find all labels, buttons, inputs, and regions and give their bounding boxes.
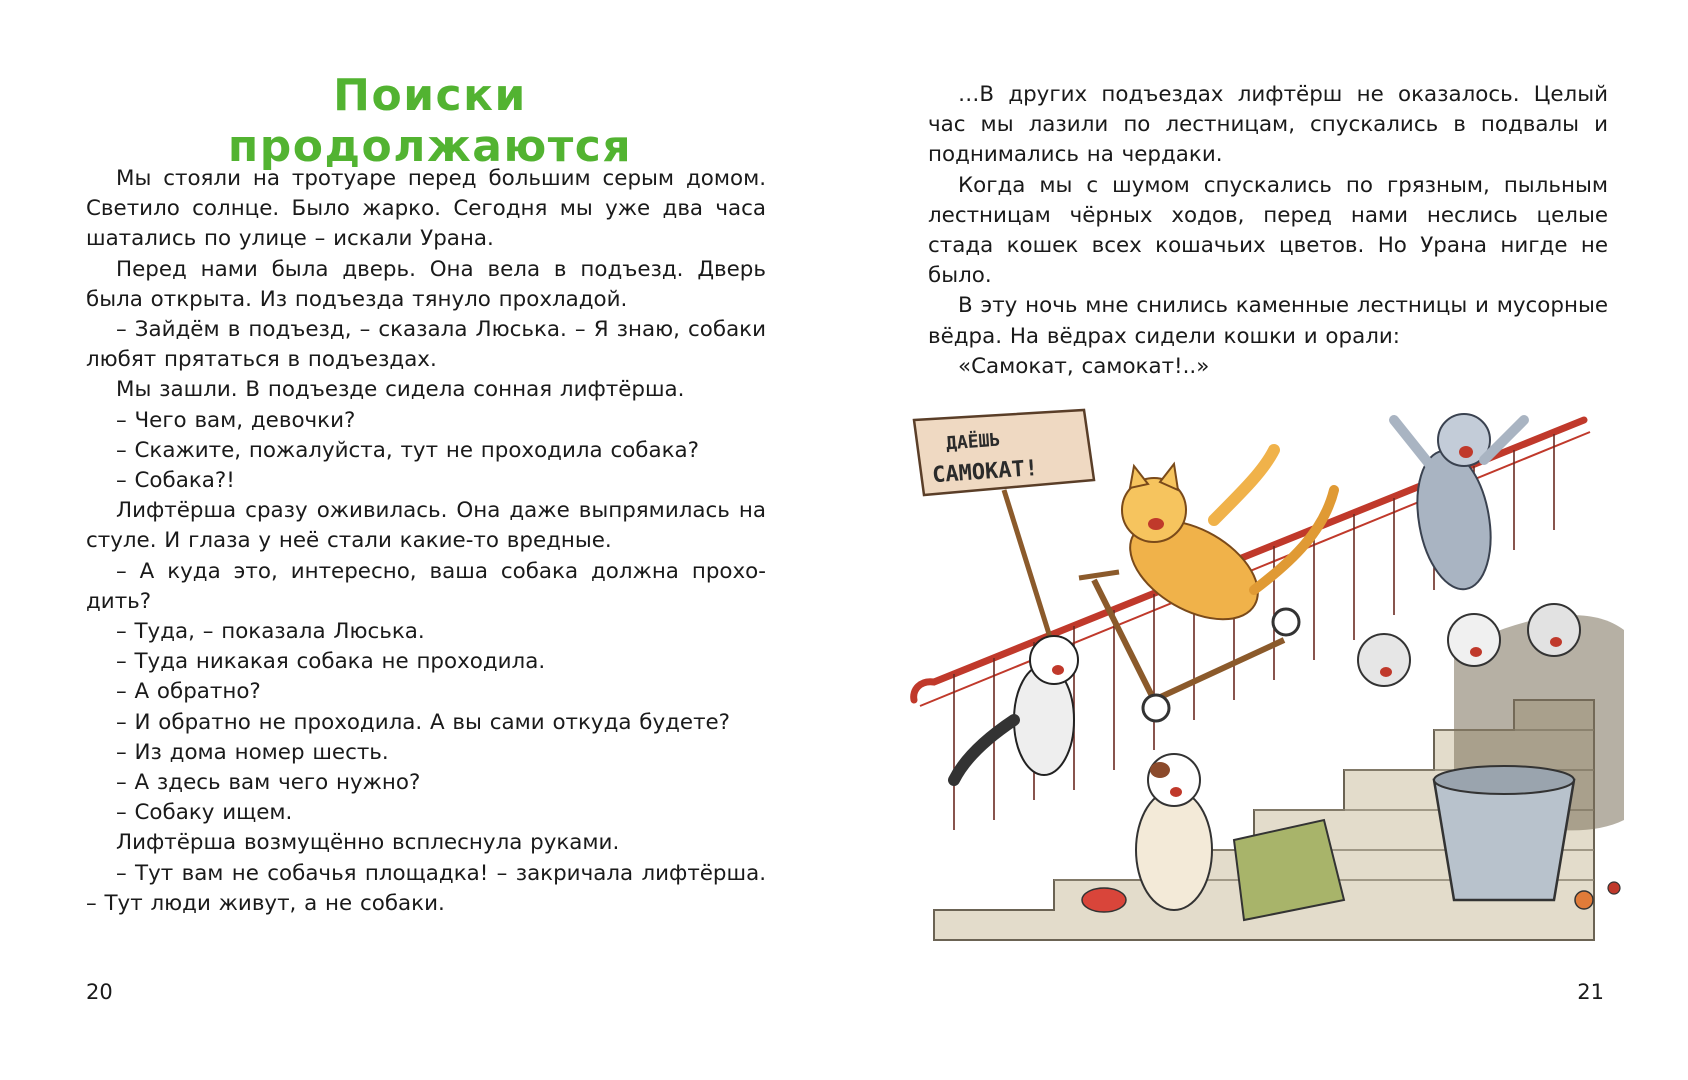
right-page [844, 0, 1688, 1080]
paragraph: – Из дома номер шесть. [116, 739, 389, 765]
black-white-cat-drawing [954, 636, 1078, 780]
paragraph: – Скажите, пожалуйста, тут не проходила собака? [116, 437, 699, 463]
paragraph: Мы зашли. В подъезде сидела сонная лифтёрша. [116, 377, 685, 403]
paragraph: – Чего вам, девочки? [116, 407, 356, 433]
chapter-title: Поиски продолжаются [227, 70, 633, 172]
ginger-cat-drawing [1113, 450, 1334, 640]
paragraph: В эту ночь мне снились каменные лестницы и мусорные вёдра. На вёдрах сидели кошки и орали: [928, 293, 1609, 349]
sign-line-2: САМОКАТ! [931, 455, 1039, 489]
paragraph: Мы стояли на тротуаре перед большим серым домом. Светило солнце. Было жарко. Сегодня мы уже два часа шатались по улице – искали Урана. [86, 166, 766, 252]
paragraph: Когда мы с шумом спускались по грязным, пыльным лестницам чёрных ходов, перед нами неслись целые стада кошек всех кошачьих цветов. Но Урана нигде не было. [928, 172, 1608, 289]
paragraph: – Тут вам не собачья площадка! – закричала лифтёрша. – Тут люди живут, а не собаки. [86, 860, 766, 916]
sign-line-1: ДАЁШЬ [945, 429, 1001, 455]
right-text-column [928, 80, 1608, 382]
paragraph: «Самокат, самокат!..» [958, 353, 1210, 379]
paragraph: – Зайдём в подъезд, – сказала Люська. – Я знаю, собаки любят прятаться в подъездах. [86, 317, 766, 373]
left-text-column [86, 164, 766, 919]
paragraph: – Собаку ищем. [116, 800, 293, 826]
paragraph: – А здесь вам чего нужно? [116, 770, 421, 796]
page-number-right: 21 [1577, 980, 1604, 1004]
paragraph: Лифтёрша сразу оживилась. Она даже выпрямилась на стуле. И глаза у неё стали какие-то вредные. [86, 498, 766, 554]
paragraph: Перед нами была дверь. Она вела в подъезд. Дверь была открыта. Из подъезда тянуло прохладой. [86, 256, 766, 312]
calico-cat-drawing [1136, 754, 1212, 910]
paragraph: – Собака?! [116, 468, 235, 494]
paragraph: Лифтёрша возмущённо всплеснула руками. [116, 830, 620, 856]
paragraph: – Туда никакая собака не проходила. [116, 649, 546, 675]
page-number-left: 20 [86, 980, 113, 1004]
paragraph: …В других подъездах лифтёрш не оказалось. Целый час мы лазили по лестницам, спускались в подвалы и поднимались на чердаки. [928, 82, 1608, 168]
paragraph: – А обратно? [116, 679, 261, 705]
paragraph: – А куда это, интересно, ваша собака должна проходить? [86, 558, 766, 614]
sign-drawing [914, 410, 1094, 650]
paragraph: – Туда, – показала Люська. [116, 619, 425, 645]
paragraph: – И обратно не проходила. А вы сами откуда будете? [116, 709, 731, 735]
cats-on-stairs-illustration [894, 400, 1634, 960]
